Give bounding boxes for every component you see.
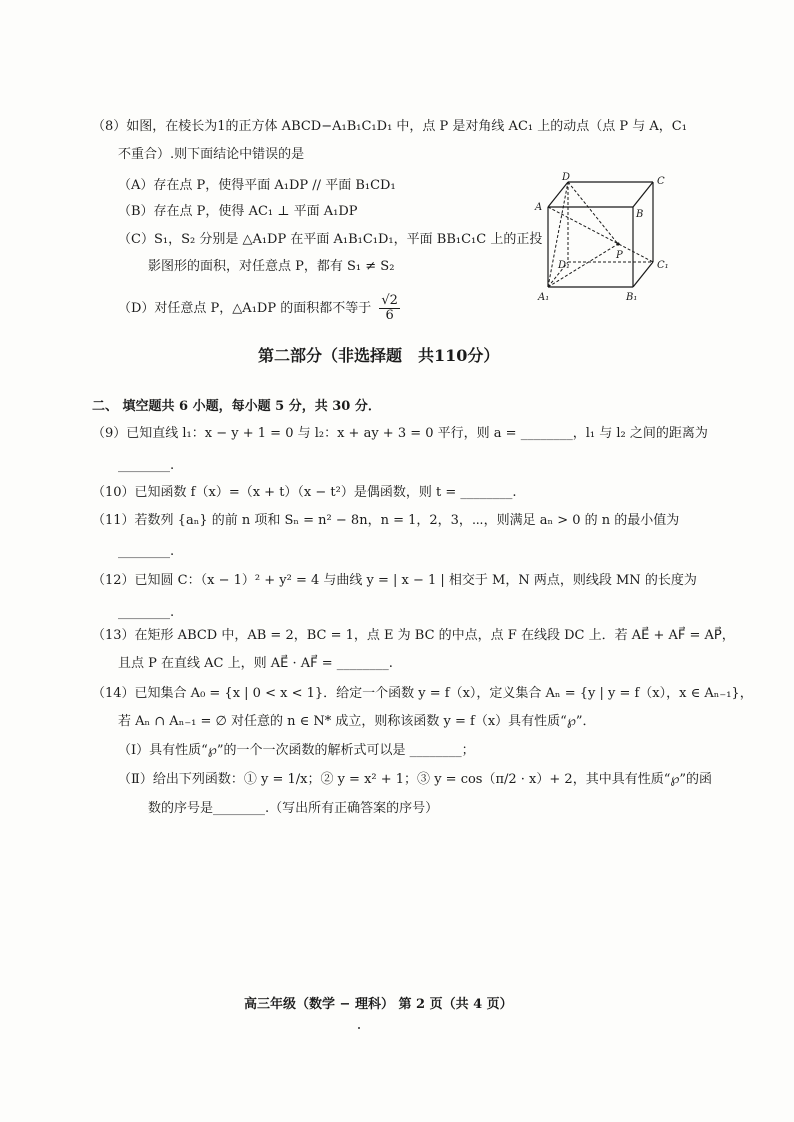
q14-part1: （Ⅰ）具有性质“℘”的一个一次函数的解析式可以是 ________； xyxy=(118,743,475,758)
q11-line2: ________. xyxy=(118,544,175,559)
q8-option-a: （A）存在点 P，使得平面 A₁DP // 平面 B₁CD₁ xyxy=(118,178,396,193)
q8-option-c-line2: 影图形的面积，对任意点 P，都有 S₁ ≠ S₂ xyxy=(148,259,395,274)
fraction-numerator: √2 xyxy=(381,293,398,308)
edge-A-D xyxy=(548,182,568,207)
q8-option-d xyxy=(118,294,400,323)
q11-line1: （11）若数列 {aₙ} 的前 n 项和 Sₙ = n² − 8n，n = 1，2，3，⋯，则满足 aₙ > 0 的 n 的最小值为 xyxy=(92,513,680,528)
footer-dot xyxy=(358,1027,360,1029)
q8-line1: （8）如图，在棱长为1的正方体 ABCD−A₁B₁C₁D₁ 中，点 P 是对角线 AC₁ 上的动点（点 P 与 A，C₁ xyxy=(92,119,687,134)
q12-line2: ________. xyxy=(118,605,175,620)
q14-line1: （14）已知集合 A₀ = {x | 0 < x < 1}．给定一个函数 y = f（x），定义集合 Aₙ = {y | y = f（x），x ∈ Aₙ₋₁}， xyxy=(92,686,753,701)
q13-line2: 且点 P 在直线 AC 上，则 AE⃗ · AF⃗ = ________. xyxy=(118,656,393,671)
part2-title: 第二部分（非选择题 共110分） xyxy=(258,346,500,365)
q14-line2: 若 Aₙ ∩ Aₙ₋₁ = ∅ 对任意的 n ∈ N* 成立，则称该函数 y = f（x）具有性质“℘”． xyxy=(118,714,596,729)
section2-title: 二、 填空题共 6 小题，每小题 5 分，共 30 分． xyxy=(92,399,381,414)
q8-line2: 不重合）.则下面结论中错误的是 xyxy=(118,147,305,162)
q8-option-c-line1: （C）S₁，S₂ 分别是 △A₁DP 在平面 A₁B₁C₁D₁，平面 BB₁C₁C 上的正投 xyxy=(118,232,543,247)
q14-part2-line2: 数的序号是________.（写出所有正确答案的序号） xyxy=(148,801,439,816)
label-C1: C₁ xyxy=(657,260,669,271)
q13-line1: （13）在矩形 ABCD 中，AB = 2，BC = 1，点 E 为 BC 的中点，点 F 在线段 DC 上．若 AE⃗ + AF⃗ = AP⃗， xyxy=(92,628,735,643)
segment-A1-D xyxy=(548,182,571,287)
segment-D-P xyxy=(568,182,618,244)
label-D: D xyxy=(562,172,571,183)
label-B1: B₁ xyxy=(626,292,638,303)
q9-line1: （9）已知直线 l₁：x − y + 1 = 0 与 l₂：x + ay + 3 = 0 平行，则 a = ________，l₁ 与 l₂ 之间的距离为 xyxy=(92,426,708,441)
label-P: P xyxy=(616,250,623,261)
q10-line1: （10）已知函数 f（x）=（x + t）（x − t²）是偶函数，则 t = ________. xyxy=(92,485,517,500)
edge-B-C xyxy=(633,182,653,207)
label-A1: A₁ xyxy=(538,292,550,303)
label-C: C xyxy=(657,176,665,187)
label-A: A xyxy=(535,202,543,213)
q8-option-b: （B）存在点 P，使得 AC₁ ⊥ 平面 A₁DP xyxy=(118,204,358,219)
cube-figure xyxy=(530,172,680,307)
q9-line2: ________. xyxy=(118,458,175,473)
q14-part2-line1: （Ⅱ）给出下列函数：① y = 1/x；② y = x² + 1；③ y = cos（π/2 · x）+ 2，其中具有性质“℘”的函 xyxy=(118,772,713,787)
edge-B1-C1 xyxy=(633,262,653,287)
q8-option-d-text: （D）对任意点 P，△A₁DP 的面积都不等于 xyxy=(118,301,372,316)
q8-option-d-fraction xyxy=(379,294,400,323)
fraction-denominator: 6 xyxy=(385,308,394,323)
q12-line1: （12）已知圆 C：（x − 1）² + y² = 4 与曲线 y = | x − 1 | 相交于 M，N 两点，则线段 MN 的长度为 xyxy=(92,573,697,588)
label-B: B xyxy=(636,209,644,220)
page-footer: 高三年级（数学 − 理科） 第 2 页（共 4 页） xyxy=(244,997,513,1012)
point-P xyxy=(616,242,619,245)
label-D1: D₁ xyxy=(558,260,571,271)
